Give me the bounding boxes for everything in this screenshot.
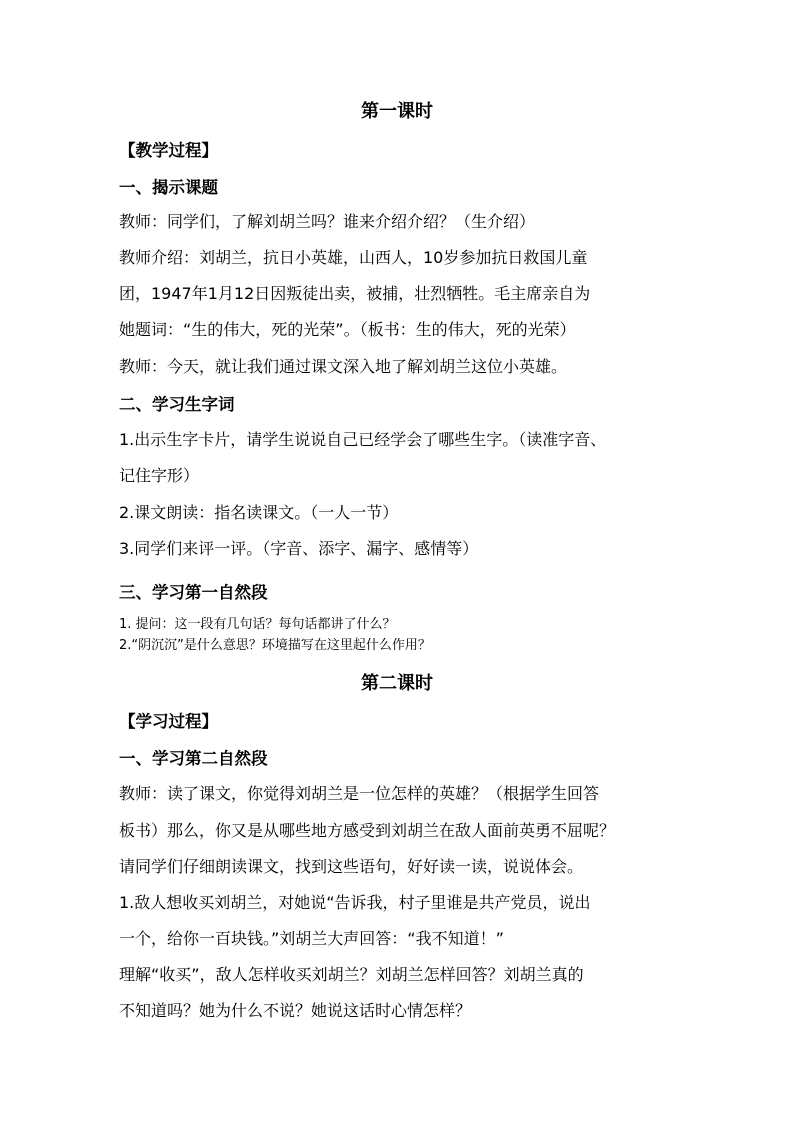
paragraph-line: 板书）那么，你又是从哪些地方感受到刘胡兰在敌人面前英勇不屈呢？: [119, 821, 616, 840]
paragraph-line: 记住字形）: [119, 466, 200, 485]
paragraph-line: 理解“收买”，敌人怎样收买刘胡兰？刘胡兰怎样回答？刘胡兰真的: [119, 965, 584, 984]
paragraph-line: 团，1947年1月12日因叛徒出卖，被捕，壮烈牺牲。毛主席亲自为: [119, 284, 591, 303]
lesson1-title: 第一课时: [361, 101, 433, 122]
lesson1-part3-heading: 三、学习第一自然段: [119, 583, 268, 602]
lesson2-title: 第二课时: [361, 673, 433, 694]
lesson1-part1-heading: 一、揭示课题: [119, 178, 218, 197]
paragraph-line: 一个，给你一百块钱。”刘胡兰大声回答：“我不知道！”: [119, 929, 504, 948]
paragraph-line: 2.课文朗读：指名读课文。（一人一节）: [119, 503, 399, 522]
paragraph-line: 1.敌人想收买刘胡兰，对她说“告诉我，村子里谁是共产党员，说出: [119, 893, 591, 912]
paragraph-line: 请同学们仔细朗读课文，找到这些语句，好好读一读，说说体会。: [119, 857, 584, 876]
paragraph-line: 不知道吗？她为什么不说？她说这话时心情怎样？: [119, 1001, 472, 1020]
lesson2-part1-heading: 一、学习第二自然段: [119, 749, 268, 768]
question-line: 1. 提问：这一段有几句话？每句话都讲了什么？: [119, 617, 396, 632]
paragraph-line: 教师：同学们，了解刘胡兰吗？谁来介绍介绍？（生介绍）: [119, 212, 536, 231]
paragraph-line: 教师：读了课文，你觉得刘胡兰是一位怎样的英雄？（根据学生回答: [119, 784, 600, 803]
paragraph-line: 教师：今天，就让我们通过课文深入地了解刘胡兰这位小英雄。: [119, 357, 568, 376]
paragraph-line: 3.同学们来评一评。（字音、添字、漏字、感情等）: [119, 539, 479, 558]
lesson2-section-header: 【学习过程】: [119, 712, 218, 731]
lesson1-section-header: 【教学过程】: [119, 141, 218, 160]
paragraph-line: 她题词：“生的伟大，死的光荣”。（板书：生的伟大，死的光荣）: [119, 320, 576, 339]
paragraph-line: 教师介绍：刘胡兰，抗日小英雄，山西人，10岁参加抗日救国儿童: [119, 248, 588, 267]
question-line: 2.“阴沉沉”是什么意思？环境描写在这里起什么作用？: [119, 638, 431, 653]
paragraph-line: 1.出示生字卡片，请学生说说自己已经学会了哪些生字。（读准字音、: [119, 430, 607, 449]
lesson1-part2-heading: 二、学习生字词: [119, 395, 235, 414]
